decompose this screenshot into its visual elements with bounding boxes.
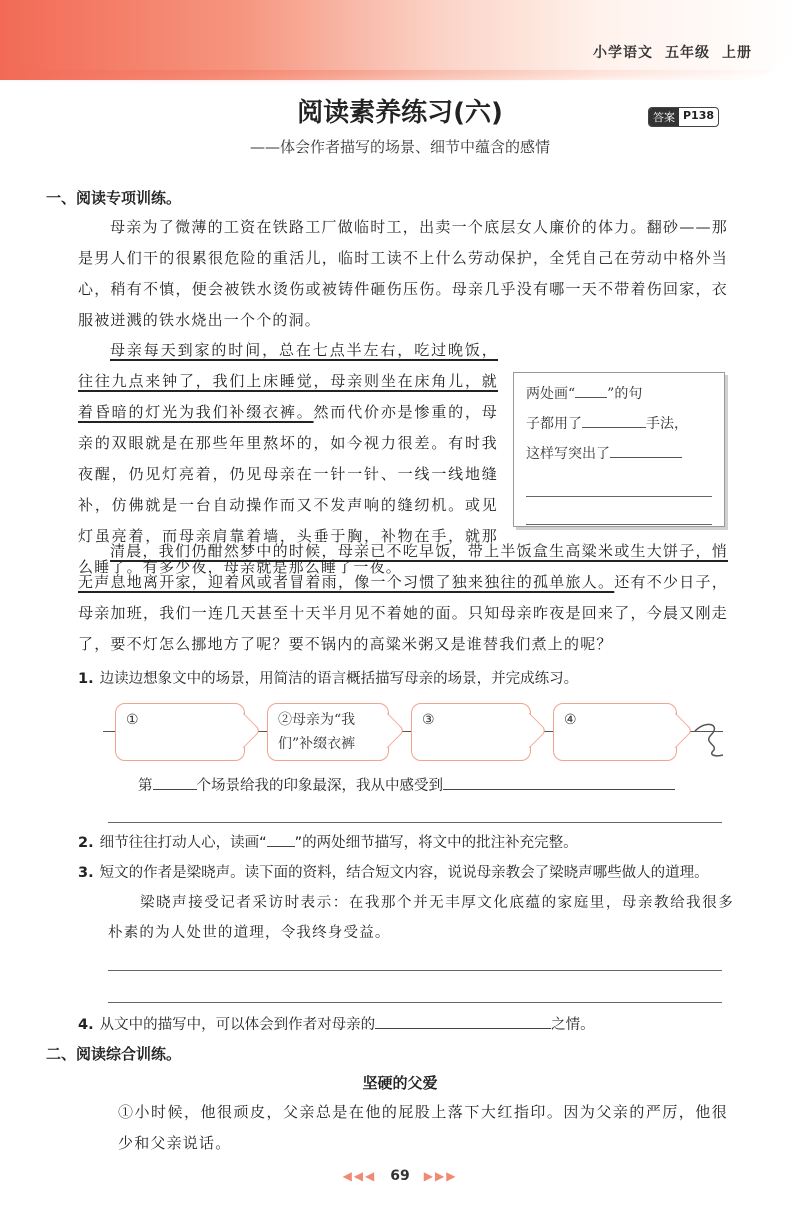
story-paragraph-1: ①小时候，他很顽皮，父亲总是在他的屁股上落下大红指印。因为父亲的严厉，他很少和父亲说话。 <box>118 1103 728 1152</box>
story-title: 坚硬的父爱 <box>362 1074 438 1092</box>
underlined-sentence-2: 清晨，我们仍酣然梦中的时候，母亲已不吃早饭，带上半饭盒生高粱米或生大饼子，悄无声息地离开家，迎着风或者冒着雨，像一个习惯了独来独往的孤单旅人。 <box>78 542 728 591</box>
note-answer-line-1[interactable] <box>526 469 712 497</box>
header-band <box>0 0 800 80</box>
answer-page: P138 <box>683 109 715 122</box>
answer-label: 答案 <box>649 108 679 126</box>
q4-blank[interactable] <box>375 1014 551 1029</box>
q2-mark-blank <box>267 832 295 847</box>
section-two-heading: 二、阅读综合训练。 <box>46 1045 182 1063</box>
scene-flow <box>95 695 735 775</box>
annotation-box <box>513 372 725 527</box>
feeling-blank[interactable] <box>443 775 675 790</box>
note-line-1: 两处画“ ”的句 <box>526 379 712 409</box>
scene-tag-3[interactable]: ③ <box>411 703 531 761</box>
scene-tag-4[interactable]: ④ <box>553 703 677 761</box>
passage-paragraph-1: 母亲为了微薄的工资在铁路工厂做临时工，出卖一个底层女人廉价的体力。翻砂——那是男人们干的很累很危险的重活儿，临时工读不上什么劳动保护，全凭自己在劳动中格外当心，稍有不慎，便会被铁水烫伤或被铸件砸伤压伤。母亲几乎没有哪一天不带着伤回家，衣服被迸溅的铁水烧出一个个的洞。 <box>78 218 728 329</box>
book-info <box>581 42 752 62</box>
scene-tag-2: ②母亲为“我们”补缀衣裤 <box>267 703 389 761</box>
note-line-3: 这样写突出了 <box>526 439 712 469</box>
page-number: 69 <box>390 1168 410 1184</box>
note-blank-mark[interactable] <box>575 383 607 398</box>
answer-line-q3-2[interactable] <box>108 1002 722 1003</box>
note-blank-technique[interactable] <box>582 413 646 428</box>
question-2: 2. 细节往往打动人心，读画“ ”的两处细节描写，将文中的批注补充完整。 <box>78 832 738 854</box>
question-3: 3. 短文的作者是梁晓声。读下面的资料，结合短文内容，说说母亲教会了梁晓声哪些做人的道理。 <box>78 865 709 881</box>
answer-line-q1[interactable] <box>108 822 722 823</box>
page-title: 阅读素养练习(六) <box>297 98 503 128</box>
note-blank-effect[interactable] <box>610 443 682 458</box>
page-footer <box>0 1168 800 1184</box>
prev-page-icon[interactable]: ◀◀◀ <box>342 1169 377 1183</box>
grade-label: 五年级 <box>665 45 710 61</box>
underlined-sentence-1: 母亲每天到家的时间，总在七点半左右，吃过晚饭，往往九点来钟了，我们上床睡觉，母亲则坐在床角儿，就着昏暗的灯光为我们补缀衣裤。 <box>78 341 498 421</box>
squiggle-icon <box>693 715 727 759</box>
paragraph-2-rest: 然而代价亦是惨重的，母亲的双眼就是在那些年里熬坏的，如今视力很差。有时我夜醒，仍见灯亮着，仍见母亲在一针一针、一线一线地缝补，仿佛就是一台自动操作而又不发声响的缝纫机。或见灯虽亮着，而母亲肩靠着墙，头垂于胸，补物在手，就那么睡了。有多少夜，母亲就是那么睡了一夜。 <box>78 403 498 576</box>
question-1: 1. 边读边想象文中的场景，用简洁的语言概括描写母亲的场景，并完成练习。 <box>78 671 579 687</box>
question-4: 4. 从文中的描写中，可以体会到作者对母亲的 之情。 <box>78 1014 738 1036</box>
scene-tag-1[interactable]: ① <box>115 703 245 761</box>
page-subtitle: ——体会作者描写的场景、细节中蕴含的感情 <box>249 138 550 156</box>
answer-line-q3-1[interactable] <box>108 970 722 971</box>
volume-label: 上册 <box>722 45 752 61</box>
subject-label: 小学语文 <box>593 45 653 61</box>
q3-quote: 梁晓声接受记者采访时表示：在我那个并无丰厚文化底蕴的家庭里，母亲教给我很多朴素的为人处世的道理，令我终身受益。 <box>108 895 734 941</box>
passage-paragraph-3 <box>78 536 728 660</box>
paragraph-3-rest: 还有不少日子，母亲加班，我们一连几天甚至十天半月见不着她的面。只知母亲昨夜是回来了，今晨又刚走了，要不灯怎么挪地方了呢？要不锅内的高粱米粥又是谁替我们煮上的呢？ <box>78 573 729 653</box>
question-1-fill: 第 个场景给我的印象最深，我从中感受到 <box>138 775 728 797</box>
next-page-icon[interactable]: ▶▶▶ <box>423 1169 458 1183</box>
section-one-heading: 一、阅读专项训练。 <box>46 189 182 207</box>
note-line-2: 子都用了 手法， <box>526 409 712 439</box>
answer-reference[interactable] <box>648 107 719 127</box>
note-answer-line-2[interactable] <box>526 497 712 525</box>
scene-number-blank[interactable] <box>153 775 197 790</box>
